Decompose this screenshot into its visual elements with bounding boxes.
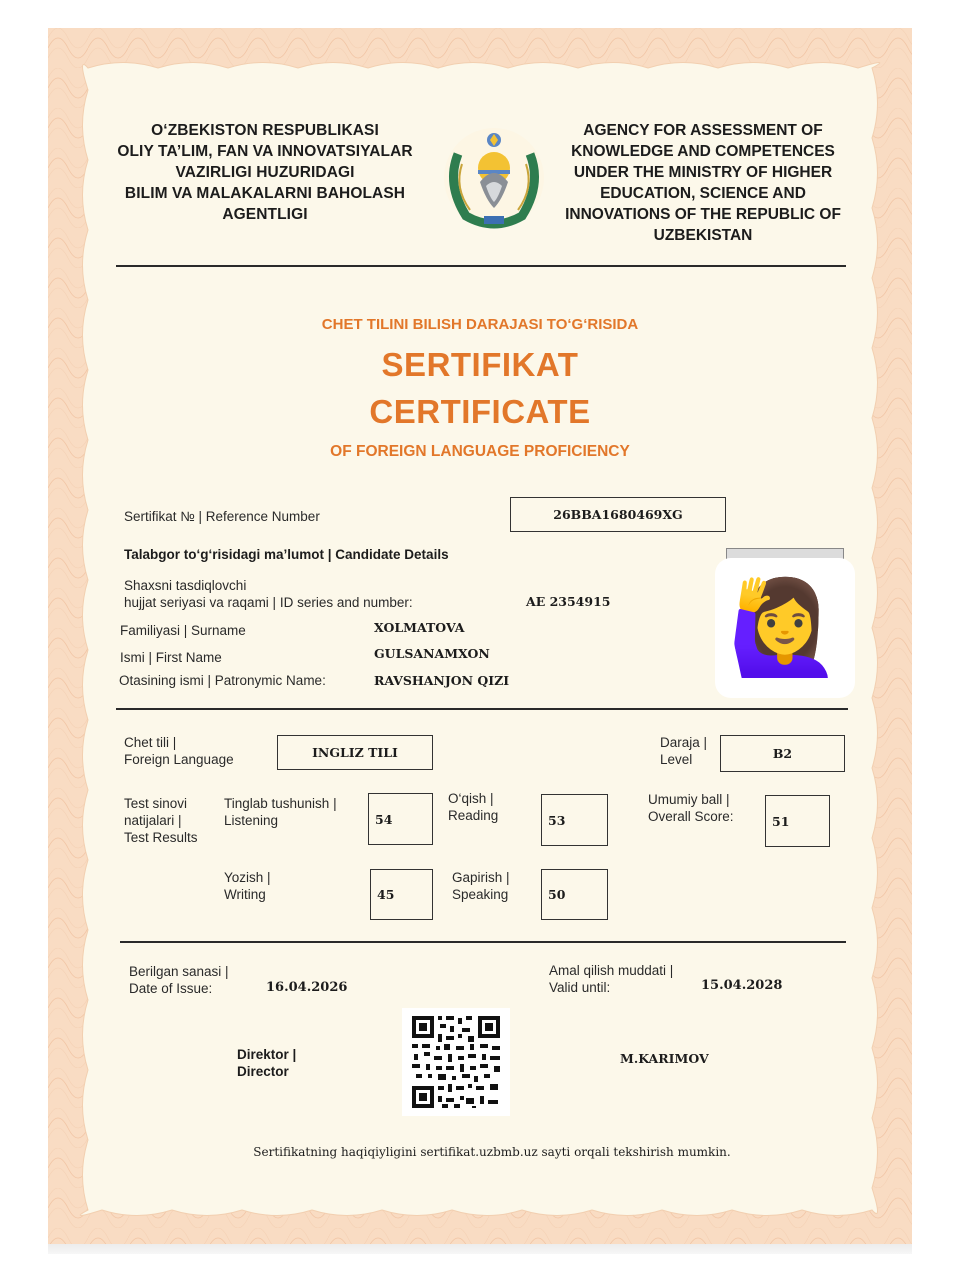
certificate-subtitle-top: CHET TILINI BILISH DARAJASI TO‘G‘RISIDA (321, 316, 639, 333)
id-label-line2: hujjat seriyasi va raqami | ID series and number: (124, 595, 413, 610)
id-value: AE 2354915 (526, 594, 611, 609)
language-label-line1: Chet tili | (124, 735, 177, 750)
id-label-line1: Shaxsni tasdiqlovchi (124, 578, 247, 593)
first-name-value: GULSANAMXON (374, 646, 490, 661)
header-left-line: VAZIRLIGI HUZURIDAGI (175, 164, 355, 181)
header-right-en (548, 120, 858, 246)
reference-number: 26BBA1680469XG (510, 497, 726, 532)
candidate-section-title: Talabgor to‘g‘risidagi ma’lumot | Candidate Details (124, 547, 449, 562)
issue-date-label-line1: Berilgan sanasi | (129, 964, 229, 979)
level-label-line2: Level (660, 752, 693, 767)
reading-score: 53 (541, 794, 608, 846)
header-divider (116, 265, 846, 267)
language-label-line2: Foreign Language (124, 752, 234, 767)
overall-score: 51 (765, 795, 830, 847)
surname-value: XOLMATOVA (374, 620, 465, 635)
header-right-line: UNDER THE MINISTRY OF HIGHER (573, 164, 833, 181)
patronymic-value: RAVSHANJON QIZI (374, 673, 510, 688)
section-divider (116, 708, 848, 710)
level-label-line1: Daraja | (660, 735, 708, 750)
certificate-title-en: CERTIFICATE (369, 393, 591, 430)
issue-date-label-line2: Date of Issue: (129, 981, 213, 996)
reference-label: Sertifikat № | Reference Number (124, 509, 320, 524)
coat-of-arms-icon (440, 124, 548, 232)
header-left-line: O‘ZBEKISTON RESPUBLIKASI (151, 122, 379, 139)
person-raising-hand-icon: 🙋‍♀️ (727, 577, 843, 679)
results-label-line3: Test Results (124, 830, 198, 845)
header-right-line: KNOWLEDGE AND COMPETENCES (571, 143, 835, 160)
reading-label-line1: O‘qish | (448, 791, 494, 806)
first-name-label: Ismi | First Name (120, 650, 222, 665)
valid-until-label-line2: Valid until: (549, 980, 611, 995)
director-name: M.KARIMOV (620, 1051, 709, 1066)
language-value: INGLIZ TILI (277, 735, 433, 770)
level-value: B2 (720, 735, 845, 772)
director-label-line1: Direktor | (237, 1047, 297, 1062)
speaking-label-line2: Speaking (452, 887, 509, 902)
header-left-line: AGENTLIGI (222, 206, 308, 223)
verification-note: Sertifikatning haqiqiyligini sertifikat.uzbmb.uz sayti orqali tekshirish mumkin. (253, 1145, 731, 1159)
valid-until-label-line1: Amal qilish muddati | (549, 963, 674, 978)
candidate-photo (715, 558, 855, 698)
certificate-title-uz: SERTIFIKAT (381, 346, 579, 383)
surname-label: Familiyasi | Surname (120, 623, 246, 638)
listening-score: 54 (368, 793, 433, 845)
overall-label-line1: Umumiy ball | (648, 792, 730, 807)
header-left-uz (100, 120, 430, 225)
qr-code-icon[interactable] (402, 1008, 510, 1116)
writing-label-line2: Writing (224, 887, 266, 902)
director-label-line2: Director (237, 1064, 289, 1079)
speaking-score: 50 (541, 869, 608, 920)
header-left-line: BILIM VA MALAKALARNI BAHOLASH (124, 185, 406, 202)
speaking-label-line1: Gapirish | (452, 870, 510, 885)
header-left-line: OLIY TA’LIM, FAN VA INNOVATSIYALAR (117, 143, 413, 160)
valid-until-value: 15.04.2028 (701, 978, 783, 993)
issue-date-value: 16.04.2026 (266, 980, 348, 995)
header-right-line: EDUCATION, SCIENCE AND (600, 185, 806, 202)
header-right-line: AGENCY FOR ASSESSMENT OF (583, 122, 823, 139)
results-label-line2: natijalari | (124, 813, 182, 828)
writing-score: 45 (370, 869, 433, 920)
dates-divider (120, 941, 846, 943)
listening-label-line2: Listening (224, 813, 279, 828)
writing-label-line1: Yozish | (224, 870, 271, 885)
header-right-line: INNOVATIONS OF THE REPUBLIC OF (565, 206, 841, 223)
patronymic-label: Otasining ismi | Patronymic Name: (119, 673, 326, 688)
results-label-line1: Test sinovi (124, 796, 188, 811)
reading-label-line2: Reading (448, 808, 499, 823)
header-right-line: UZBEKISTAN (653, 227, 753, 244)
listening-label-line1: Tinglab tushunish | (224, 796, 337, 811)
overall-label-line2: Overall Score: (648, 809, 734, 824)
certificate-subtitle-bottom: OF FOREIGN LANGUAGE PROFICIENCY (330, 443, 630, 460)
